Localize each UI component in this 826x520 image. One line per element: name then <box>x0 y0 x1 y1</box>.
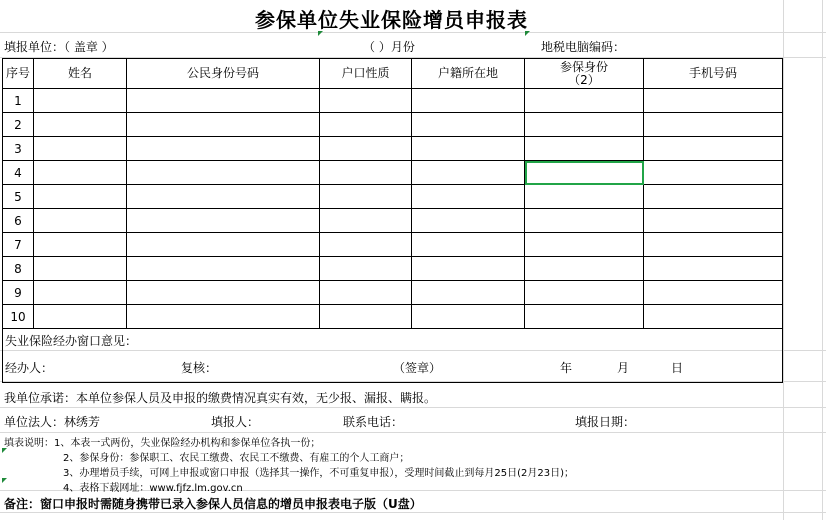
cell-origin[interactable] <box>412 161 525 185</box>
table-row <box>3 113 783 137</box>
cell-hukou[interactable] <box>320 185 412 209</box>
row-number: 3 <box>3 137 34 161</box>
table-row <box>3 209 783 233</box>
cell-origin[interactable] <box>412 89 525 113</box>
note-2: 2、参保身份：参保职工、农民工缴费、农民工不缴费、有雇工的个人工商户； <box>63 453 410 464</box>
opinion-row <box>3 329 783 383</box>
row-number: 8 <box>3 257 34 281</box>
cell-id[interactable] <box>127 89 320 113</box>
cell-name[interactable] <box>34 185 127 209</box>
header-name: 姓名 <box>34 59 127 89</box>
header-insured: 参保身份 （2） <box>525 59 644 89</box>
cell-hukou[interactable] <box>320 281 412 305</box>
cell-name[interactable] <box>34 257 127 281</box>
review-label: 复核： <box>181 361 218 375</box>
month-label: （ ）月份 <box>363 40 415 54</box>
day-label: 日 <box>671 361 684 375</box>
cell-id[interactable] <box>127 113 320 137</box>
cell-insured[interactable] <box>525 233 644 257</box>
table-row <box>3 233 783 257</box>
cell-origin[interactable] <box>412 257 525 281</box>
cell-phone[interactable] <box>644 113 783 137</box>
cell-hukou[interactable] <box>320 89 412 113</box>
cell-origin[interactable] <box>412 137 525 161</box>
cell-hukou[interactable] <box>320 113 412 137</box>
cell-insured[interactable] <box>525 89 644 113</box>
row-number: 2 <box>3 113 34 137</box>
cell-id[interactable] <box>127 233 320 257</box>
header-phone: 手机号码 <box>644 59 783 89</box>
row-number: 9 <box>3 281 34 305</box>
cell-id[interactable] <box>127 185 320 209</box>
cell-name[interactable] <box>34 89 127 113</box>
table-row <box>3 305 783 329</box>
comment-marker <box>318 31 323 36</box>
cell-phone[interactable] <box>644 185 783 209</box>
comment-marker <box>525 31 530 36</box>
cell-origin[interactable] <box>412 113 525 137</box>
seal-label: （签章） <box>393 361 442 375</box>
handler-label: 经办人： <box>5 361 54 375</box>
cell-phone[interactable] <box>644 161 783 185</box>
fill-date-label: 填报日期： <box>575 415 636 429</box>
cell-phone[interactable] <box>644 257 783 281</box>
selected-cell[interactable] <box>525 161 644 185</box>
tax-code-label: 地税电脑编码： <box>541 40 626 54</box>
row-number: 1 <box>3 89 34 113</box>
cell-origin[interactable] <box>412 185 525 209</box>
pledge-text: 我单位承诺：本单位参保人员及申报的缴费情况真实有效，无少报、漏报、瞒报。 <box>4 391 437 405</box>
cell-name[interactable] <box>34 233 127 257</box>
row-number: 5 <box>3 185 34 209</box>
cell-hukou[interactable] <box>320 233 412 257</box>
remark-text: 备注：窗口申报时需随身携带已录入参保人员信息的增员申报表电子版（U盘） <box>4 497 422 511</box>
opinion-title: 失业保险经办窗口意见： <box>5 334 138 348</box>
cell-phone[interactable] <box>644 137 783 161</box>
header-id: 公民身份号码 <box>127 59 320 89</box>
header-origin: 户籍所在地 <box>412 59 525 89</box>
cell-origin[interactable] <box>412 233 525 257</box>
table-row <box>3 137 783 161</box>
cell-origin[interactable] <box>412 209 525 233</box>
row-number: 4 <box>3 161 34 185</box>
cell-hukou[interactable] <box>320 161 412 185</box>
form-title: 参保单位失业保险增员申报表 <box>255 8 528 32</box>
cell-hukou[interactable] <box>320 137 412 161</box>
cell-name[interactable] <box>34 137 127 161</box>
row-number: 7 <box>3 233 34 257</box>
cell-phone[interactable] <box>644 209 783 233</box>
cell-id[interactable] <box>127 209 320 233</box>
cell-name[interactable] <box>34 161 127 185</box>
table-row <box>3 281 783 305</box>
cell-id[interactable] <box>127 137 320 161</box>
filler-label: 填报人： <box>211 415 260 429</box>
cell-hukou[interactable] <box>320 209 412 233</box>
cell-insured[interactable] <box>525 209 644 233</box>
cell-insured[interactable] <box>525 113 644 137</box>
table-row <box>3 185 783 209</box>
cell-name[interactable] <box>34 281 127 305</box>
cell-hukou[interactable] <box>320 305 412 329</box>
header-seq: 序号 <box>3 59 34 89</box>
note-4: 4、表格下载网址：www.fjfz.lm.gov.cn <box>63 483 243 494</box>
opinion-cell[interactable] <box>3 329 783 383</box>
cell-insured[interactable] <box>525 281 644 305</box>
cell-id[interactable] <box>127 305 320 329</box>
cell-phone[interactable] <box>644 233 783 257</box>
cell-origin[interactable] <box>412 305 525 329</box>
contact-phone-label: 联系电话： <box>343 415 404 429</box>
cell-phone[interactable] <box>644 89 783 113</box>
table-row <box>3 161 783 185</box>
cell-phone[interactable] <box>644 305 783 329</box>
note-3: 3、办理增员手续，可网上申报或窗口申报（选择其一操作，不可重复申报），受理时间截止到每月25日(2月23日)； <box>63 468 574 479</box>
cell-insured[interactable] <box>525 137 644 161</box>
table-row <box>3 257 783 281</box>
table-header-row <box>3 59 783 89</box>
cell-name[interactable] <box>34 305 127 329</box>
legal-rep-label: 单位法人：林绣芳 <box>4 415 101 429</box>
table-row <box>3 89 783 113</box>
data-table <box>2 58 783 383</box>
header-hukou: 户口性质 <box>320 59 412 89</box>
note-1: 填表说明：1、本表一式两份，失业保险经办机构和参保单位各执一份； <box>4 438 321 449</box>
cell-name[interactable] <box>34 209 127 233</box>
cell-phone[interactable] <box>644 281 783 305</box>
month-label-opinion: 月 <box>617 361 630 375</box>
cell-origin[interactable] <box>412 281 525 305</box>
row-number: 6 <box>3 209 34 233</box>
cell-id[interactable] <box>127 281 320 305</box>
cell-id[interactable] <box>127 257 320 281</box>
cell-name[interactable] <box>34 113 127 137</box>
cell-hukou[interactable] <box>320 257 412 281</box>
cell-insured[interactable] <box>525 185 644 209</box>
unit-label: 填报单位：（ 盖章 ） <box>4 40 114 54</box>
comment-marker <box>2 478 7 483</box>
cell-id[interactable] <box>127 161 320 185</box>
row-number: 10 <box>3 305 34 329</box>
year-label: 年 <box>560 361 573 375</box>
cell-insured[interactable] <box>525 305 644 329</box>
cell-insured[interactable] <box>525 257 644 281</box>
